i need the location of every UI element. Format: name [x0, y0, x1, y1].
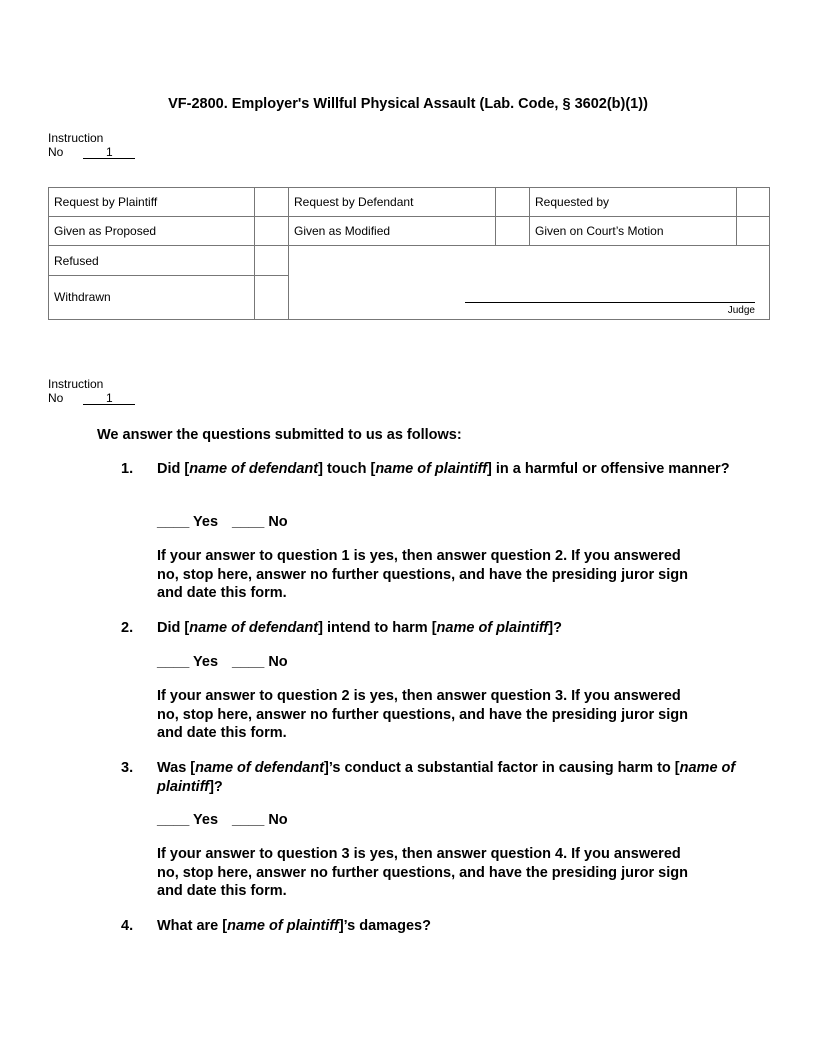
defendant-placeholder: name of defendant — [189, 620, 319, 636]
instruction-no-label: No — [48, 391, 64, 405]
refused-label: Refused — [49, 246, 255, 275]
no-answer-blank[interactable]: ____ No — [232, 514, 288, 530]
request-by-plaintiff-label: Request by Plaintiff — [49, 188, 255, 217]
yes-answer-blank[interactable]: ____ Yes — [157, 654, 219, 670]
request-by-defendant-label: Request by Defendant — [289, 188, 496, 217]
yes-no-answer — [157, 513, 288, 532]
request-by-defendant-checkbox[interactable] — [496, 188, 530, 217]
question-text: Did [name of defendant] touch [name of plaintiff] in a harmful or offensive manner? — [157, 461, 730, 477]
given-as-modified-label: Given as Modified — [289, 217, 496, 246]
given-as-proposed-label: Given as Proposed — [49, 217, 255, 246]
plaintiff-placeholder: name of plaintiff — [375, 461, 488, 477]
refused-checkbox[interactable] — [255, 246, 289, 275]
given-as-proposed-checkbox[interactable] — [255, 217, 289, 246]
no-answer-blank[interactable]: ____ No — [232, 654, 288, 670]
no-answer-blank[interactable]: ____ No — [232, 812, 288, 828]
requested-by-label: Requested by — [530, 188, 737, 217]
judge-signature-area — [289, 246, 770, 320]
question-instruction-note: If your answer to question 3 is yes, then answer question 4. If you answered no, stop here, answer no further questions, and have the presiding juror sign and date this form. — [157, 846, 688, 899]
requested-by-checkbox[interactable] — [737, 188, 770, 217]
question-number: 2. — [121, 620, 134, 636]
question-text: Did [name of defendant] intend to harm [name of plaintiff]? — [157, 620, 562, 636]
question-number: 4. — [121, 918, 134, 934]
yes-no-answer — [157, 811, 288, 830]
withdrawn-checkbox[interactable] — [255, 275, 289, 319]
instruction-no-label: No — [48, 145, 64, 159]
judge-signature-line[interactable] — [465, 302, 755, 303]
question-text: What are [name of plaintiff]’s damages? — [157, 918, 431, 934]
defendant-placeholder: name of defendant — [189, 461, 319, 477]
request-status-table — [48, 187, 770, 320]
question-instruction-note: If your answer to question 1 is yes, then answer question 2. If you answered no, stop here, answer no further questions, and have the presiding juror sign and date this form. — [157, 548, 688, 601]
plaintiff-placeholder: name of plaintiff — [436, 620, 549, 636]
given-as-modified-checkbox[interactable] — [496, 217, 530, 246]
instruction-block — [48, 377, 135, 405]
form-intro: We answer the questions submitted to us as follows: — [97, 427, 462, 443]
withdrawn-label: Withdrawn — [49, 275, 255, 319]
instruction-label: Instruction — [48, 377, 104, 391]
plaintiff-placeholder: name of plaintiff — [227, 918, 339, 934]
page-title: VF-2800. Employer's Willful Physical Assault (Lab. Code, § 3602(b)(1)) — [168, 96, 648, 112]
yes-no-answer — [157, 653, 288, 672]
instruction-number: 1 — [83, 392, 135, 405]
yes-answer-blank[interactable]: ____ Yes — [157, 514, 219, 530]
defendant-placeholder: name of defendant — [195, 760, 325, 776]
given-on-courts-motion-checkbox[interactable] — [737, 217, 770, 246]
question-number: 1. — [121, 461, 134, 477]
yes-answer-blank[interactable]: ____ Yes — [157, 812, 219, 828]
question-number: 3. — [121, 760, 134, 776]
instruction-label: Instruction — [48, 131, 104, 145]
judge-label: Judge — [727, 305, 755, 316]
instruction-number: 1 — [83, 146, 135, 159]
question-text: Was [name of defendant]’s conduct a substantial factor in causing harm to [name of plaintiff]? — [157, 760, 736, 795]
given-on-courts-motion-label: Given on Court’s Motion — [530, 217, 737, 246]
request-by-plaintiff-checkbox[interactable] — [255, 188, 289, 217]
plaintiff-placeholder: name of plaintiff — [157, 760, 736, 795]
question-instruction-note: If your answer to question 2 is yes, then answer question 3. If you answered no, stop here, answer no further questions, and have the presiding juror sign and date this form. — [157, 688, 688, 741]
instruction-block — [48, 131, 135, 159]
